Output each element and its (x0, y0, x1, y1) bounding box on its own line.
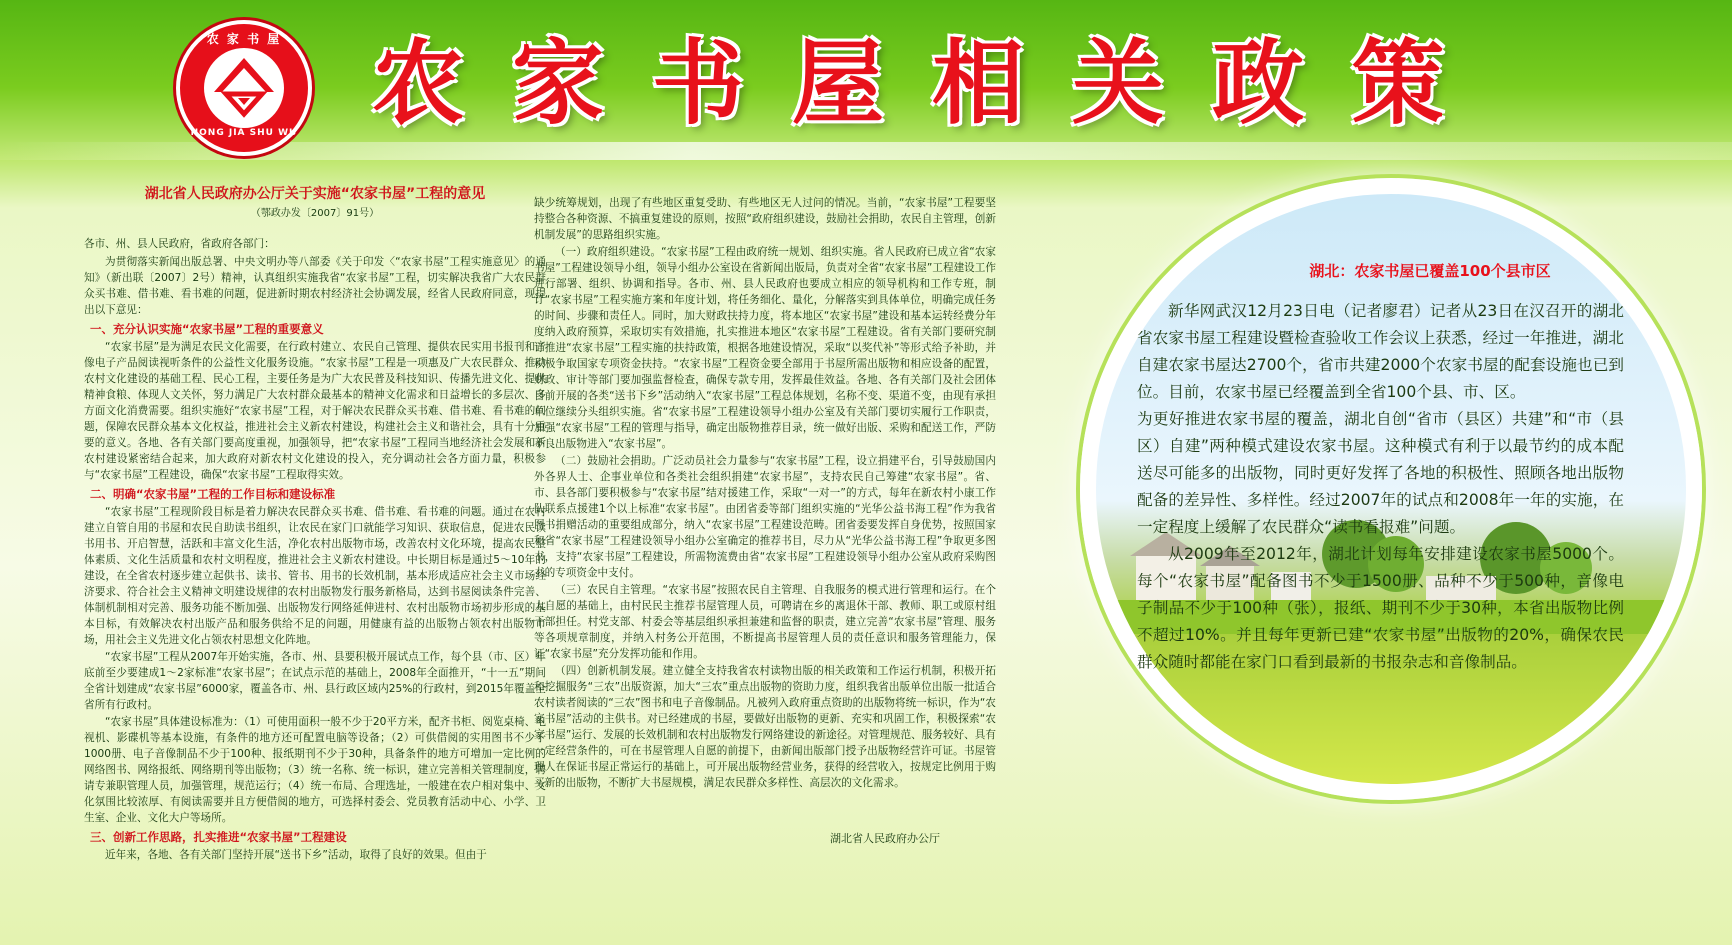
section2-paragraph-2: “农家书屋”工程从2007年开始实施，各市、州、县要积极开展试点工作，每个县（市、区）年底前至少要建成1～2家标准“农家书屋”；在试点示范的基础上，2008年全面推开，“十一五”期间全省计划建成“农家书屋”6000家，覆盖各市、州、县行政区域内25%的行政村，到2015年覆盖全省所有行政村。 (84, 651, 546, 711)
section1-paragraph: “农家书屋”是为满足农民文化需要，在行政村建立、农民自己管理、提供农民实用书报刊和音像电子产品阅读视听条件的公益性文化服务设施。“农家书屋”工程是一项惠及广大农民群众、推动农村文化建设的基础工程、民心工程，主要任务是为广大农民普及科技知识、传播先进文化、提供精神食粮、体现人文关怀，努力满足广大农村群众最基本的精神文化需求和日益增长的多层次、多方面文化消费需要。组织实施好“农家书屋”工程，对于解决农民群众买书难、借书难、看书难的问题，保障农民群众基本文化权益，推进社会主义新农村建设，构建社会主义和谐社会，具有十分重要的意义。各地、各有关部门要高度重视，加强领导，把“农家书屋”工程同当地经济社会发展和新农村建设紧密结合起来，加大政府对新农村文化建设的投入，充分调动社会各方面力量，积极参与“农家书屋”工程建设，确保“农家书屋”工程取得实效。 (84, 341, 546, 481)
salutation: 各市、州、县人民政府，省政府各部门： (84, 238, 275, 250)
page-title: 农家书屋相关政策 (372, 29, 1493, 137)
news-paragraph-1: 新华网武汉12月23日电（记者廖君）记者从23日在汉召开的湖北省农家书屋工程建设暨检查验收工作会议上获悉，经过一年推进，湖北自建农家书屋达2700个，省市共建2000个农家书屋的配套设施也已到位。目前，农家书屋已经覆盖到全省100个县、市、区。 (1137, 302, 1624, 401)
measure-paragraph-4: （四）创新机制发展。建立健全支持我省农村读物出版的相关政策和工作运行机制，积极开拓和挖掘服务“三农”出版资源，加大“三农”重点出版物的资助力度，组织我省出版单位出版一批适合农村读者阅读的“三农”图书和电子音像制品。凡被列入政府重点资助的出版物将统一标识，作为“农家书屋”活动的主供书。对已经建成的书屋，要做好出版物的更新、充实和巩固工作，积极探索“农家书屋”运行、发展的长效机制和农村出版物发行网络建设的新途径。对管理规范、服务较好、具有一定经营条件的，可在书屋管理人自愿的前提下，由新闻出版部门授予出版物经营许可证。书屋管理人在保证书屋正常运行的基础上，可开展出版物经营业务，获得的经营收入，按规定比例用于购买新的出版物，不断扩大书屋规模，满足农民群众多样性、高层次的文化需求。 (534, 665, 996, 789)
document-number: （鄂政办发〔2007〕91号） (250, 208, 380, 219)
logo-bottom-text: NONG JIA SHU WU (190, 128, 298, 138)
measure-paragraph-1: （一）政府组织建设。“农家书屋”工程由政府统一规划、组织实施。省人民政府已成立省“农家书屋”工程建设领导小组，领导小组办公室设在省新闻出版局，负责对全省“农家书屋”工程建设工作进行部署、组织、协调和指导。各市、州、县人民政府也要成立相应的领导机构和工作专班，制订“农家书屋”工程实施方案和年度计划，将任务细化、量化，分解落实到具体单位，明确完成任务的时间、步骤和责任人。同时，加大财政扶持力度，将本地区“农家书屋”建设和基本运转经费分年度纳入政府预算，采取切实有效措施，扎实推进本地区“农家书屋”工程建设。省有关部门要研究制订推进“农家书屋”工程实施的扶持政策，根据各地建设情况，采取“以奖代补”等形式给予补助，并积极争取国家专项资金扶持。“农家书屋”工程资金要全部用于书屋所需出版物和相应设备的配置，财政、审计等部门要加强监督检查，确保专款专用，发挥最佳效益。各地、各有关部门及社会团体目前开展的各类“送书下乡”活动纳入“农家书屋”工程总体规划，名称不变、渠道不变，由现有承担单位继续分头组织实施。省“农家书屋”工程建设领导小组办公室及有关部门要切实履行工作职责，加强“农家书屋”工程的管理与指导，确定出版物推荐目录，统一做好出版、采购和配送工作，严防不良出版物进入“农家书屋”。 (534, 246, 996, 450)
news-paragraph-2: 为更好推进农家书屋的覆盖，湖北自创“省市（县区）共建”和“市（县区）自建”两种模式建设农家书屋。这种模式有利于以最节约的成本配送尽可能多的出版物，同时更好发挥了各地的积极性、照顾各地出版物配备的差异性、多样性。经过2007年的试点和2008年一年的实施，在一定程度上缓解了农民群众“读书看报难”问题。 (1137, 410, 1624, 536)
measure-paragraph-3: （三）农民自主管理。“农家书屋”按照农民自主管理、自我服务的模式进行管理和运行。在个人自愿的基础上，由村民民主推荐书屋管理人员，可聘请在乡的离退休干部、教师、职工或原村组干部担任。村党支部、村委会等基层组织承担兼建和监督的职责，建立完善“农家书屋”管理、服务等各项规章制度，并纳入村务公开范围，不断提高书屋管理人员的责任意识和服务管理能力，保证“农家书屋”充分发挥功能和作用。 (534, 584, 996, 660)
document-signature: 湖北省人民政府办公厅 (830, 832, 940, 845)
section-heading-1: 一、充分认识实施“农家书屋”工程的重要意义 (90, 322, 324, 336)
news-paragraph-3: 从2009年至2012年，湖北计划每年安排建设农家书屋5000个。每个“农家书屋”配备图书不少于1500册、品种不少于500种，音像电子制品不少于100种（张），报纸、期刊不少于30种，本省出版物比例不超过10%。并且每年更新已建“农家书屋”出版物的20%，确保农民群众随时都能在家门口看到最新的书报杂志和音像制品。 (1137, 545, 1624, 671)
section2-paragraph-3: “农家书屋”具体建设标准为：（1）可使用面积一般不少于20平方米，配齐书柜、阅览桌椅、电视机、影碟机等基本设施，有条件的地方还可配置电脑等设备；（2）可供借阅的实用图书不少于1000册、电子音像制品不少于100种、报纸期刊不少于30种，具备条件的地方可增加一定比例的网络图书、网络报纸、网络期刊等出版物；（3）统一名称、统一标识，建立完善相关管理制度，聘请专兼职管理人员，加强管理，规范运行；（4）统一布局、合理选址，一般建在农户相对集中、文化氛围比较浓厚、有阅读需要并且方便借阅的地方，可选择村委会、党员教育活动中心、小学、卫生室、企业、文化大户等场所。 (84, 716, 546, 824)
intro-paragraph: 为贯彻落实新闻出版总署、中央文明办等八部委《关于印发〈“农家书屋”工程实施意见〉的通知》（新出联〔2007〕2号）精神，认真组织实施我省“农家书屋”工程，切实解决我省广大农民群众买书难、借书难、看书难的问题，促进新时期农村经济社会协调发展，经省人民政府同意，现提出以下意见： (84, 256, 546, 316)
section-heading-3: 三、创新工作思路，扎实推进“农家书屋”工程建设 (90, 830, 347, 844)
section-heading-2: 二、明确“农家书屋”工程的工作目标和建设标准 (90, 487, 336, 501)
document-title: 湖北省人民政府办公厅关于实施“农家书屋”工程的意见 (144, 186, 486, 202)
book-roof-emblem-icon (204, 48, 284, 128)
measure-paragraph-2: （二）鼓励社会捐助。广泛动员社会力量参与“农家书屋”工程，设立捐建平台，引导鼓励国内外各界人士、企事业单位和各类社会组织捐建“农家书屋”，支持农民自己筹建“农家书屋”。省、市、县各部门要积极参与“农家书屋”结对援建工作，采取“一对一”的方式，每年在新农村小康工作队联系点援建1个以上标准“农家书屋”。由团省委等部门组织实施的“光华公益书海工程”作为我省图书捐赠活动的重要组成部分，纳入“农家书屋”工程建设范畴。团省委要发挥自身优势，按照国家和省“农家书屋”工程建设领导小组办公室确定的推荐书目，尽力从“光华公益书海工程”争取更多图书，支持“农家书屋”工程建设，所需物流费由省“农家书屋”工程建设领导小组办公室从政府采购图书的专项资金中支付。 (534, 455, 996, 579)
document-column-left (84, 186, 546, 864)
continued-paragraph: 缺少统筹规划，出现了有些地区重复受助、有些地区无人过问的情况。当前，“农家书屋”工程要坚持整合各种资源、不搞重复建设的原则，按照“政府组织建设，鼓励社会捐助，农民自主管理，创新机制发展”的思路组织实施。 (534, 197, 996, 241)
section2-paragraph-1: “农家书屋”工程现阶段目标是着力解决农民群众买书难、借书难、看书难的问题。通过在农村建立自管自用的书屋和农民自助读书组织，让农民在家门口就能学习知识、获取信息，促进农民读书用书、开启智慧，活跃和丰富文化生活，净化农村出版物市场，改善农村文化环境，提高农民整体素质、文化生活质量和农村文明程度，推进社会主义新农村建设。中长期目标是通过5～10年的建设，在全省农村逐步建立起供书、读书、管书、用书的长效机制，基本形成适应社会主义市场经济要求、符合社会主义精神文明建设规律的农村出版物发行服务新格局，达到书屋阅读条件完善、体制机制相对完善、服务功能不断加强、出版物发行网络延伸进村、农村出版物市场初步形成的基本目标，有效解决农村出版产品和服务供给不足的问题，用健康有益的出版物占领农村出版物市场，用社会主义先进文化占领农村思想文化阵地。 (84, 506, 546, 646)
news-body (1137, 298, 1624, 676)
document-column-right (534, 195, 996, 792)
news-title: 湖北：农家书屋已覆盖100个县市区 (1309, 262, 1551, 280)
section3-paragraph-start: 近年来，各地、各有关部门坚持开展“送书下乡”活动，取得了良好的效果。但由于 (105, 849, 487, 861)
logo-top-text: 农 家 书 屋 (206, 32, 282, 46)
logo (176, 20, 312, 156)
